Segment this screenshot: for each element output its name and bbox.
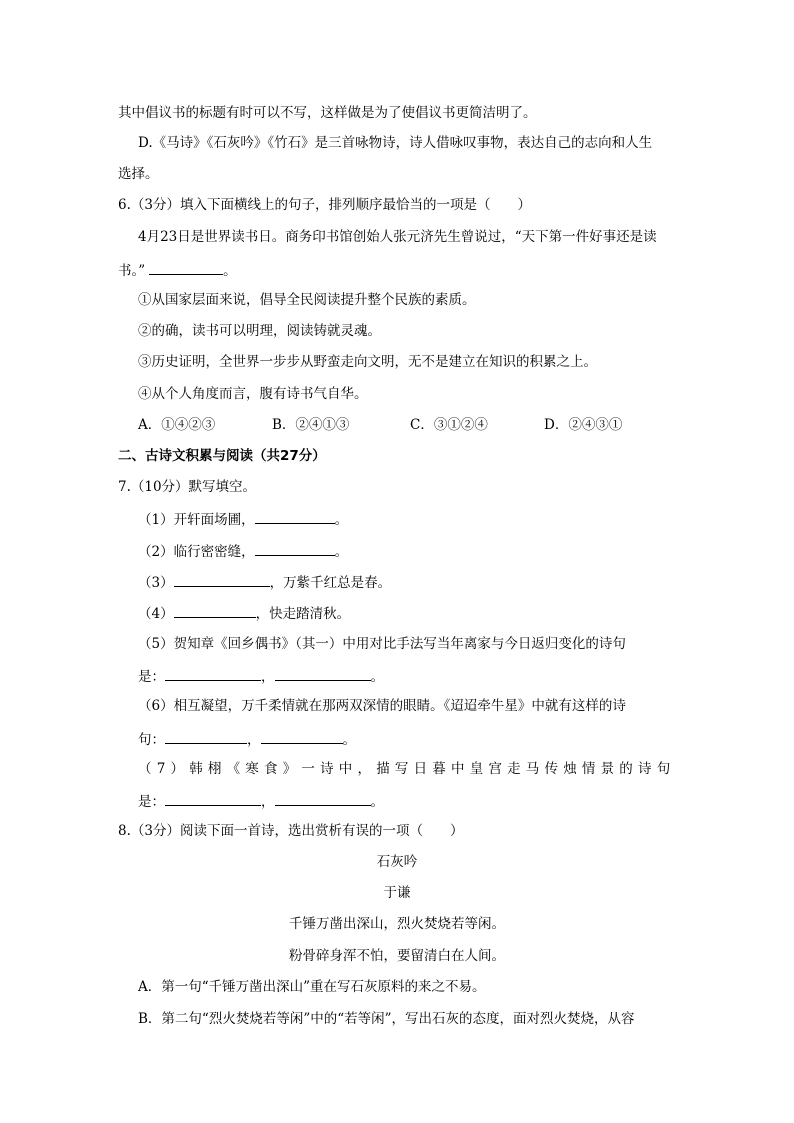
q8-stem: 8.（3分）阅读下面一首诗，选出赏析有误的一项（ ） (118, 823, 464, 839)
poem-line-2: 粉骨碎身浑不怕，要留清白在人间。 (289, 948, 505, 964)
q7-item-6-period: 。 (342, 732, 356, 748)
poem-author: 于谦 (383, 885, 411, 901)
q6-sentence-1: ①从国家层面来说，倡导全民阅读提升整个民族的素质。 (138, 292, 476, 308)
section-2-heading: 二、古诗文积累与阅读（共27分） (118, 448, 326, 464)
q5-continuation-line: 其中倡议书的标题有时可以不写，这样做是为了使倡议书更简洁明了。 (118, 105, 537, 121)
q6-sentence-4: ④从个人角度而言，腹有诗书气自华。 (138, 386, 368, 402)
q6-stem: 6.（3分）填入下面横线上的句子，排列顺序最恰当的一项是（ ） (118, 197, 531, 213)
q6-sentence-2: ②的确，读书可以明理，阅读铸就灵魂。 (138, 323, 381, 339)
q7-item-5-comma: ， (261, 669, 275, 685)
poem-title: 石灰吟 (376, 854, 418, 870)
q7-item-7-period: 。 (370, 794, 384, 810)
q7-item-7-blank-1[interactable] (165, 791, 261, 806)
q7-item-6-comma: ， (247, 732, 261, 748)
q8-option-a[interactable]: A．第一句“千锤万凿出深山”重在写石灰原料的来之不易。 (138, 979, 486, 995)
q7-item-7-line1: （7）韩栩《寒食》一诗中，描写日暮中皇宫走马传烛情景的诗句 (138, 761, 676, 777)
q6-passage-end: 。 (223, 263, 237, 279)
q7-item-5-line2 (138, 666, 384, 686)
q7-item-5-blank-2[interactable] (275, 666, 371, 681)
q6-option-c[interactable]: C．③①②④ (410, 417, 488, 433)
q7-item-3-blank[interactable] (174, 572, 270, 587)
q6-passage-line2 (118, 260, 237, 280)
q7-item-6-blank-1[interactable] (165, 729, 247, 744)
q7-item-5-label: 是： (138, 669, 165, 685)
q7-item-7-blank-2[interactable] (275, 791, 371, 806)
q6-option-a[interactable]: A．①④②③ (138, 417, 216, 433)
q7-item-1-text: （1）开轩面场圃， (138, 512, 255, 528)
q7-item-1-period: 。 (334, 512, 349, 528)
q7-item-7-line2 (138, 791, 384, 811)
q7-item-6-line1: （6）相互凝望，万千柔情就在那两双深情的眼睛。《迢迢牵牛星》中就有这样的诗 (138, 698, 626, 714)
q6-passage-line1: 4月23日是世界读书日。商务印书馆创始人张元济先生曾说过，“天下第一件好事还是读 (138, 229, 657, 245)
q8-option-b[interactable]: B．第二句“烈火焚烧若等闲”中的“若等闲”，写出石灰的态度，面对烈火焚烧，从容 (138, 1011, 635, 1027)
q7-item-4-number: （4） (138, 606, 174, 622)
q5-option-d-line2: 选择。 (118, 166, 159, 182)
q6-sentence-3: ③历史证明，全世界一步步从野蛮走向文明，无不是建立在知识的积累之上。 (138, 354, 597, 370)
q7-item-5-blank-1[interactable] (165, 666, 261, 681)
q7-item-6-line2 (138, 729, 356, 749)
q7-item-1 (138, 509, 348, 529)
q7-item-2 (138, 541, 348, 561)
q7-item-5-line1: （5）贺知章《回乡偶书》（其一）中用对比手法写当年离家与今日返归变化的诗句 (138, 636, 626, 652)
q5-option-d-line1: D.《马诗》《石灰吟》《竹石》是三首咏物诗，诗人借咏叹事物，表达自己的志向和人生 (138, 135, 653, 151)
q7-item-2-blank[interactable] (255, 541, 335, 556)
q7-item-5-period: 。 (370, 669, 384, 685)
q7-item-1-blank[interactable] (255, 509, 335, 524)
q7-item-3-text: ，万紫千红总是春。 (269, 575, 392, 591)
poem-line-1: 千锤万凿出深山，烈火焚烧若等闲。 (289, 916, 505, 932)
q7-item-3 (138, 572, 391, 592)
q7-item-7-label: 是： (138, 794, 165, 810)
q7-item-6-label: 句： (138, 732, 165, 748)
q7-item-7-comma: ， (261, 794, 275, 810)
q6-answer-blank[interactable] (149, 260, 223, 275)
q7-item-2-period: 。 (334, 544, 349, 560)
q7-item-4-blank[interactable] (174, 603, 256, 618)
q7-item-3-number: （3） (138, 575, 174, 591)
q6-passage-text: 书。” (118, 263, 146, 279)
q7-stem: 7.（10分）默写填空。 (118, 479, 257, 495)
q6-option-d[interactable]: D．②④③① (544, 417, 623, 433)
q6-option-b[interactable]: B．②④①③ (272, 417, 350, 433)
q7-item-2-text: （2）临行密密缝， (138, 544, 255, 560)
q7-item-6-blank-2[interactable] (261, 729, 343, 744)
q7-item-4-text: ，快走踏清秋。 (255, 606, 351, 622)
q7-item-4 (138, 603, 350, 623)
